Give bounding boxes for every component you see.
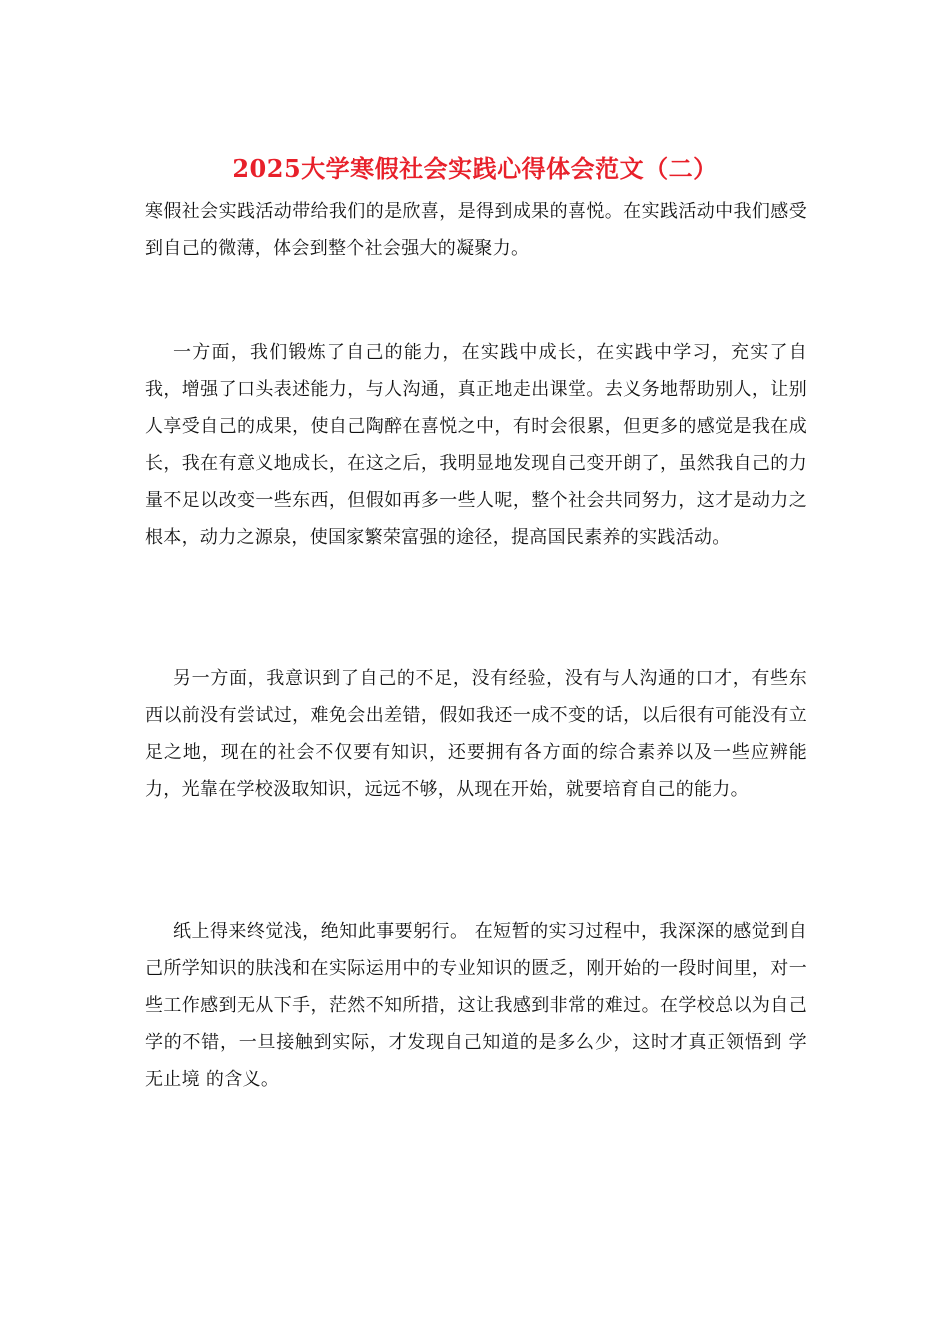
paragraph-intro: 寒假社会实践活动带给我们的是欣喜，是得到成果的喜悦。在实践活动中我们感受到自己的微薄，体会到整个社会强大的凝聚力。 [145, 201, 807, 259]
paragraph-practice: 纸上得来终觉浅，绝知此事要躬行。 在短暂的实习过程中，我深深的感觉到自己所学知识的肤浅和在实际运用中的专业知识的匮乏，刚开始的一段时间里，对一些工作感到无从下手，茫然不知所措，这让我感到非常的难过。在学校总以为自己学的不错，一旦接触到实际，才发现自己知道的是多么少，这时才真正领悟到 学无止境 的含义。 [145, 921, 807, 1090]
document-title: 2025大学寒假社会实践心得体会范文（二） [232, 154, 718, 183]
paragraph-other-aspect: 另一方面，我意识到了自己的不足，没有经验，没有与人沟通的口才，有些东西以前没有尝试过，难免会出差错，假如我还一成不变的话，以后很有可能没有立足之地，现在的社会不仅要有知识，还要拥有各方面的综合素养以及一些应辨能力，光靠在学校汲取知识，远远不够，从现在开始，就要培育自己的能力。 [145, 668, 807, 800]
paragraph-one-aspect: 一方面，我们锻炼了自己的能力，在实践中成长，在实践中学习，充实了自我，增强了口头表述能力，与人沟通，真正地走出课堂。去义务地帮助别人，让别人享受自己的成果，使自己陶醉在喜悦之中，有时会很累，但更多的感觉是我在成长，我在有意义地成长，在这之后，我明显地发现自己变开朗了，虽然我自己的力量不足以改变一些东西，但假如再多一些人呢，整个社会共同努力，这才是动力之根本，动力之源泉，使国家繁荣富强的途径，提高国民素养的实践活动。 [145, 342, 807, 548]
